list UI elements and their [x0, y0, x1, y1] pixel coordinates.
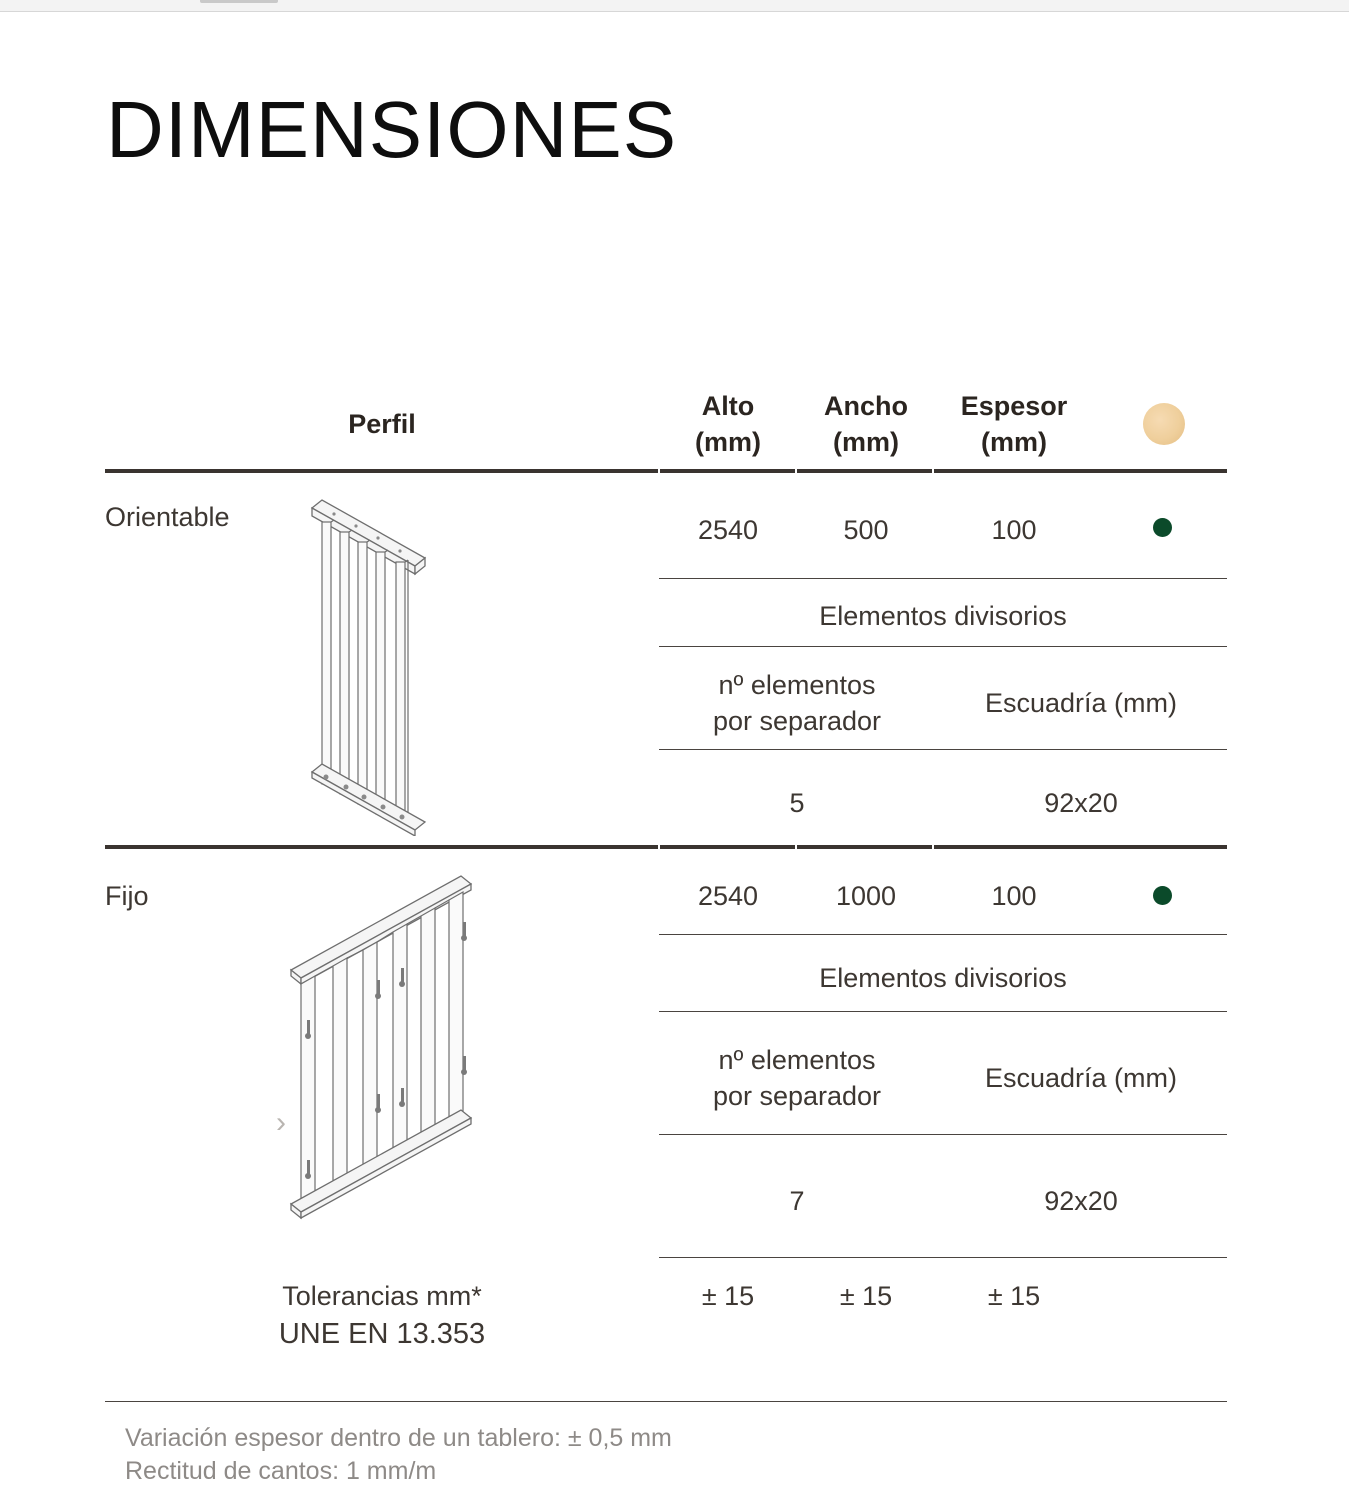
tolerances-label: Tolerancias mm*: [282, 1281, 482, 1311]
orientable-col2-value: 92x20: [1044, 788, 1118, 818]
orientable-ancho: 500: [843, 515, 889, 545]
note-edge-straightness: Rectitud de cantos: 1 mm/m: [125, 1457, 437, 1485]
rule: [659, 1011, 1227, 1012]
tolerance-ancho: ± 15: [839, 1281, 893, 1311]
section-rule-left: [105, 845, 658, 849]
orientable-col2-header: Escuadría (mm): [984, 688, 1178, 718]
fijo-col1-header-line1: nº elementos: [718, 1045, 876, 1075]
rule: [659, 749, 1227, 750]
fijo-subtitle: Elementos divisorios: [819, 963, 1067, 993]
chevron-right-icon: ›: [276, 1106, 286, 1139]
orientable-subtitle: Elementos divisorios: [819, 601, 1067, 631]
header-rule-alto: [660, 469, 795, 473]
header-ancho-line1: Ancho: [824, 391, 908, 421]
header-alto-line1: Alto: [701, 391, 755, 421]
orientable-espesor: 100: [991, 515, 1037, 545]
fijo-profile-drawing: [285, 870, 485, 1222]
section-rule-right: [934, 845, 1227, 849]
orientable-profile-drawing: [300, 496, 435, 836]
orientable-col1-header-line1: nº elementos: [718, 670, 876, 700]
header-rule-right: [934, 469, 1227, 473]
header-rule-ancho: [797, 469, 932, 473]
header-alto: [658, 388, 798, 460]
header-ancho-line2: (mm): [833, 427, 899, 457]
rule: [659, 934, 1227, 935]
bottom-rule: [105, 1401, 1227, 1402]
orientable-col1-header-line2: por separador: [712, 706, 882, 736]
header-ancho: [796, 388, 936, 460]
fijo-col2-value: 92x20: [1044, 1186, 1118, 1216]
rule: [659, 1257, 1227, 1258]
availability-dot-orientable: [1153, 518, 1172, 537]
page-title: DIMENSIONES: [106, 85, 678, 174]
rule: [659, 578, 1227, 579]
header-espesor-line1: Espesor: [960, 391, 1068, 421]
tolerance-alto: ± 15: [701, 1281, 755, 1311]
fijo-col1-value: 7: [789, 1186, 805, 1216]
fijo-ancho: 1000: [835, 881, 897, 911]
fijo-espesor: 100: [991, 881, 1037, 911]
orientable-col1-header: [659, 667, 935, 739]
wood-swatch-icon: [1143, 403, 1185, 445]
header-rule-left: [105, 469, 658, 473]
rule: [659, 646, 1227, 647]
fijo-col1-header-line2: por separador: [712, 1081, 882, 1111]
header-espesor: [934, 388, 1094, 460]
tab-indicator: [200, 0, 278, 3]
orientable-col1-value: 5: [789, 788, 805, 818]
fijo-col2-header: Escuadría (mm): [984, 1063, 1178, 1093]
section-rule-alto: [660, 845, 795, 849]
product-name-fijo: Fijo: [105, 881, 149, 911]
tolerances-norm: UNE EN 13.353: [278, 1318, 486, 1350]
header-perfil: Perfil: [348, 409, 416, 439]
tolerance-espesor: ± 15: [987, 1281, 1041, 1311]
fijo-alto: 2540: [697, 881, 759, 911]
section-rule-ancho: [797, 845, 932, 849]
header-espesor-line2: (mm): [981, 427, 1047, 457]
header-alto-line2: (mm): [695, 427, 761, 457]
orientable-alto: 2540: [697, 515, 759, 545]
product-name-orientable: Orientable: [105, 502, 230, 532]
note-thickness-variation: Variación espesor dentro de un tablero: ± 0,5 mm: [125, 1424, 672, 1452]
rule: [659, 1134, 1227, 1135]
availability-dot-fijo: [1153, 886, 1172, 905]
browser-top-bar: [0, 0, 1349, 12]
fijo-col1-header: [659, 1042, 935, 1114]
